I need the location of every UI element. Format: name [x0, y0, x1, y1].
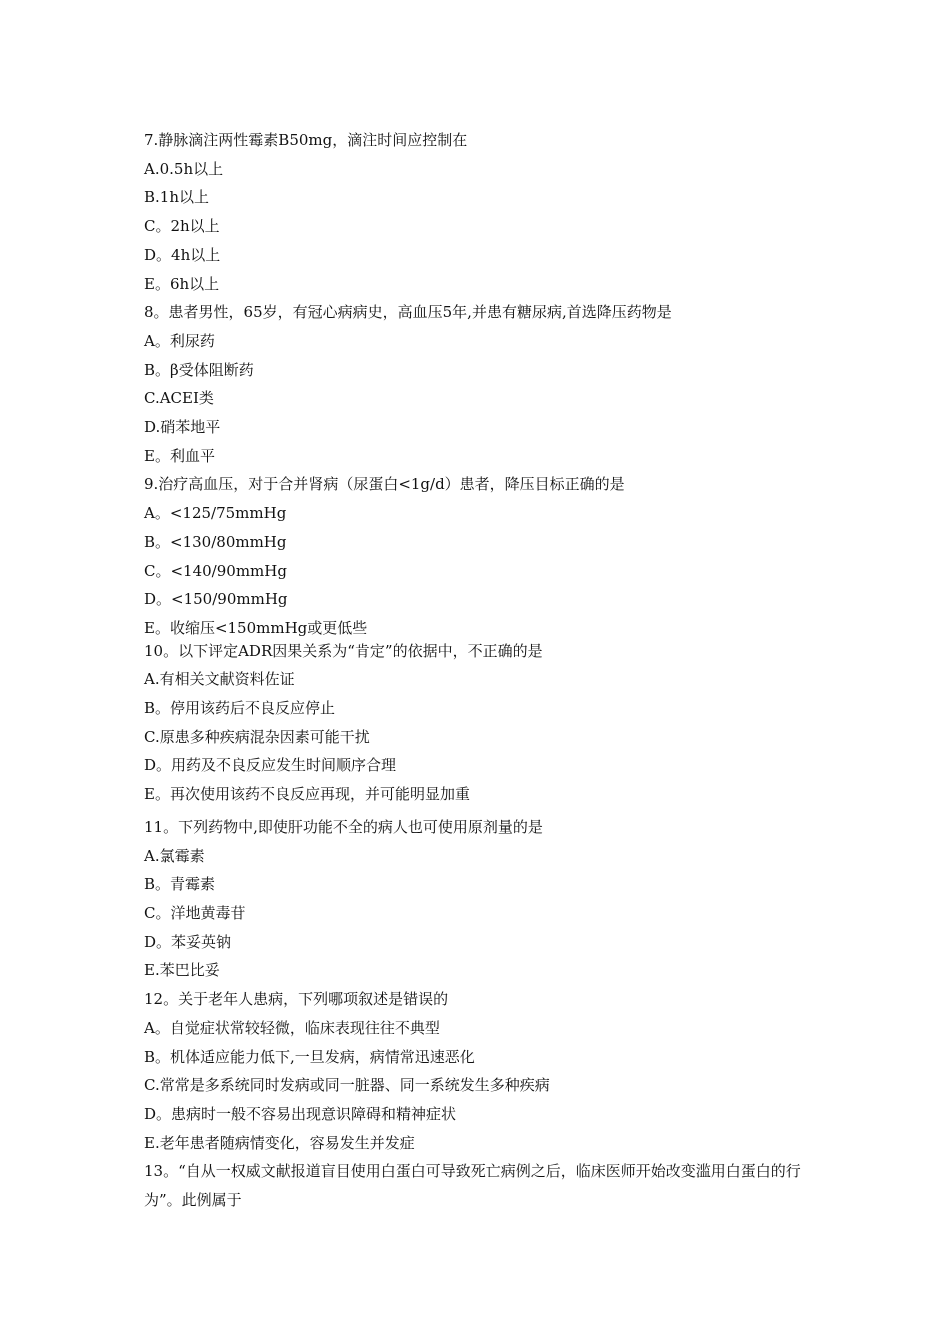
exam-page [144, 126, 824, 1215]
question-12-option-e: E.老年患者随病情变化，容易发生并发症 [144, 1133, 415, 1152]
question-9-option-e: E。收缩压<150mmHg或更低些 [144, 618, 368, 637]
question-11-option-c: C。洋地黄毒苷 [144, 903, 246, 922]
question-7-option-b: B.1h以上 [144, 188, 209, 207]
question-11-option-d: D。苯妥英钠 [144, 932, 232, 951]
question-8-stem: 8。患者男性，65岁，有冠心病病史，高血压5年,并患有糖尿病,首选降压药物是 [144, 303, 672, 322]
question-12-option-c: C.常常是多系统同时发病或同一脏器、同一系统发生多种疾病 [144, 1076, 550, 1095]
question-12-option-d: D。患病时一般不容易出现意识障碍和精神症状 [144, 1104, 457, 1123]
question-7-option-a: A.0.5h以上 [144, 159, 224, 178]
question-12-option-a: A。自觉症状常较轻微，临床表现往往不典型 [144, 1018, 440, 1037]
question-7-option-d: D。4h以上 [144, 245, 221, 264]
question-7-option-c: C。2h以上 [144, 217, 220, 236]
question-8-option-e: E。利血平 [144, 446, 215, 465]
question-8-option-a: A。利尿药 [144, 331, 215, 350]
question-13-stem: 13。“自从一权威文献报道盲目使用白蛋白可导致死亡病例之后，临床医师开始改变滥用白蛋白的行为”。此例属于 [144, 1162, 801, 1210]
question-7-option-e: E。6h以上 [144, 274, 220, 293]
question-11-option-b: B。青霉素 [144, 875, 216, 894]
question-8-option-b: B。β受体阻断药 [144, 360, 254, 379]
question-10-option-e: E。再次使用该药不良反应再现，并可能明显加重 [144, 785, 470, 804]
question-8-option-d: D.硝苯地平 [144, 418, 221, 437]
question-10-option-b: B。停用该药后不良反应停止 [144, 699, 336, 718]
question-11-option-a: A.氯霉素 [144, 846, 205, 865]
question-8-option-c: C.ACEI类 [144, 389, 214, 408]
question-9-stem: 9.治疗高血压，对于合并肾病（尿蛋白<1g/d）患者，降压目标正确的是 [144, 475, 625, 494]
question-10-option-d: D。用药及不良反应发生时间顺序合理 [144, 756, 397, 775]
question-9-option-c: C。<140/90mmHg [144, 561, 287, 580]
question-10-option-c: C.原患多种疾病混杂因素可能干扰 [144, 727, 370, 746]
question-7-stem: 7.静脉滴注两性霉素B50mg，滴注时间应控制在 [144, 131, 468, 149]
question-12-option-b: B。机体适应能力低下,一旦发病，病情常迅速恶化 [144, 1047, 475, 1066]
question-9-option-a: A。<125/75mmHg [144, 504, 287, 523]
question-9-option-d: D。<150/90mmHg [144, 590, 288, 609]
question-11-stem: 11。下列药物中,即使肝功能不全的病人也可使用原剂量的是 [144, 817, 543, 836]
question-11-option-e: E.苯巴比妥 [144, 961, 220, 980]
question-12-stem: 12。关于老年人患病，下列哪项叙述是错误的 [144, 990, 449, 1009]
question-10-option-a: A.有相关文献资料佐证 [144, 670, 295, 689]
question-10-stem: 10。以下评定ADR因果关系为“肯定”的依据中，不正确的是 [144, 641, 543, 660]
question-9-option-b: B。<130/80mmHg [144, 532, 287, 551]
